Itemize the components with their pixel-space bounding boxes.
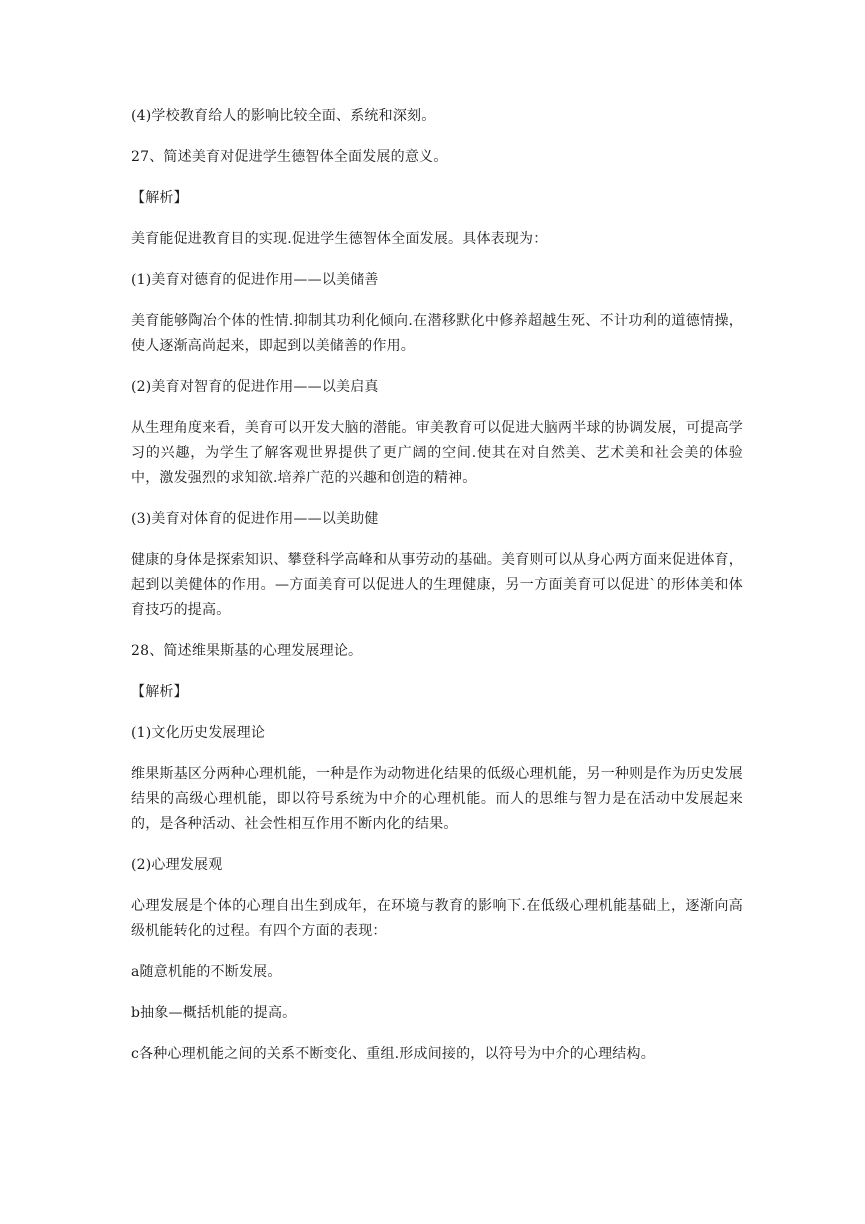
paragraph: (4)学校教育给人的影响比较全面、系统和深刻。 [131, 108, 436, 124]
analysis-label: 【解析】 [131, 190, 188, 206]
question-27-title: 27、简述美育对促进学生德智体全面发展的意义。 [131, 149, 448, 165]
list-item: b抽象—概括机能的提高。 [131, 1005, 297, 1021]
list-item: a随意机能的不断发展。 [131, 964, 282, 980]
subheading: (2)美育对智育的促进作用——以美启真 [131, 379, 379, 395]
document-body [131, 104, 743, 1083]
question-28-title: 28、简述维果斯基的心理发展理论。 [131, 643, 363, 659]
paragraph: 心理发展是个体的心理自出生到成年，在环境与教育的影响下.在低级心理机能基础上，逐渐向高级机能转化的过程。有四个方面的表现： [131, 898, 743, 939]
subheading: (3)美育对体育的促进作用——以美助健 [131, 511, 379, 527]
subheading: (1)美育对德育的促进作用——以美储善 [131, 272, 379, 288]
analysis-label: 【解析】 [131, 684, 188, 700]
paragraph: 美育能够陶冶个体的性情.抑制其功利化倾向.在潜移默化中修养超越生死、不计功利的道德情操，使人逐渐高尚起来，即起到以美储善的作用。 [131, 313, 743, 354]
paragraph: 从生理角度来看，美育可以开发大脑的潜能。审美教育可以促进大脑两半球的协调发展，可提高学习的兴趣，为学生了解客观世界提供了更广阔的空间.使其在对自然美、艺术美和社会美的体验中，激发强烈的求知欲.培养广范的兴趣和创造的精神。 [131, 420, 743, 486]
paragraph: 健康的身体是探索知识、攀登科学高峰和从事劳动的基础。美育则可以从身心两方面来促进体育，起到以美健体的作用。—方面美育可以促进人的生理健康，另一方面美育可以促进`的形体美和体育技巧的提高。 [131, 552, 743, 618]
paragraph: 美育能促进教育目的实现.促进学生德智体全面发展。具体表现为： [131, 231, 548, 247]
subheading: (1)文化历史发展理论 [131, 725, 266, 741]
paragraph: 维果斯基区分两种心理机能，一种是作为动物进化结果的低级心理机能，另一种则是作为历史发展结果的高级心理机能，即以符号系统为中介的心理机能。而人的思维与智力是在活动中发展起来的，是各种活动、社会性相互作用不断内化的结果。 [131, 766, 743, 832]
list-item: c各种心理机能之间的关系不断变化、重组.形成间接的，以符号为中介的心理结构。 [131, 1046, 655, 1062]
subheading: (2)心理发展观 [131, 857, 223, 873]
